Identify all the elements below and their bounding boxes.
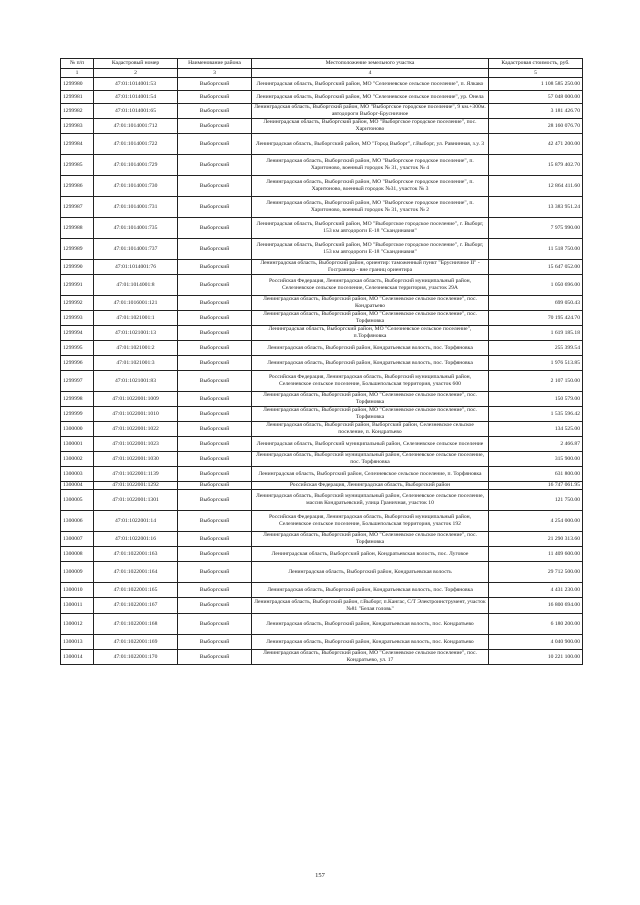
row-number: 1299996 [61, 356, 94, 371]
table-row [61, 311, 583, 326]
row-number: 1299984 [61, 134, 94, 155]
cadastral-number: 47:01:1014001:8 [94, 275, 178, 296]
district-name: Выборгский [178, 547, 252, 562]
cadastral-value: 1 619 185.18 [489, 326, 583, 341]
row-number: 1300002 [61, 452, 94, 467]
table-row [61, 452, 583, 467]
cadastral-number: 47:01:1022001:1009 [94, 392, 178, 407]
district-name: Выборгский [178, 614, 252, 635]
cadastral-value: 6 180 200.00 [489, 614, 583, 635]
district-name: Выборгский [178, 467, 252, 482]
district-name: Выборгский [178, 239, 252, 260]
table-row [61, 583, 583, 598]
cadastral-value: 13 383 951.24 [489, 197, 583, 218]
cadastral-value: 15 647 052.00 [489, 260, 583, 275]
table-row [61, 176, 583, 197]
district-name: Выборгский [178, 311, 252, 326]
cadastral-value: 42 471 200.00 [489, 134, 583, 155]
district-name: Выборгский [178, 78, 252, 91]
district-name: Выборгский [178, 260, 252, 275]
cadastral-value: 1 108 585 250.00 [489, 78, 583, 91]
land-location: Ленинградская область, Выборгский район, ориентир: таможенный пункт "Брусничное II" - Госграница - вне границ ориентира [252, 260, 489, 275]
land-location: Ленинградская область, Выборгский район, МО "Выборгское городское поселение", п. Харитоново, военный городок № 31, участок № 2 [252, 197, 489, 218]
cadastral-value: 21 290 313.60 [489, 532, 583, 547]
cadastral-value: 3 181 426.70 [489, 104, 583, 119]
cadastral-number: 47:01:1022001:169 [94, 635, 178, 650]
cadastral-value: 699 050.43 [489, 296, 583, 311]
cadastral-value: 631 800.00 [489, 467, 583, 482]
table-row [61, 371, 583, 392]
table-row [61, 78, 583, 91]
cadastral-value: 121 750.00 [489, 490, 583, 511]
row-number: 1299993 [61, 311, 94, 326]
cadastral-value: 11 518 750.00 [489, 239, 583, 260]
row-number: 1299995 [61, 341, 94, 356]
table-row [61, 392, 583, 407]
row-number: 1299991 [61, 275, 94, 296]
land-location: Ленинградская область, Выборгский район, Кондратьевская волость, пос. Кондратьево [252, 635, 489, 650]
district-name: Выборгский [178, 275, 252, 296]
cadastral-value: 16 800 694.00 [489, 598, 583, 614]
header-cadastral-value: Кадастровая стоимость, руб. [489, 59, 583, 69]
row-number: 1299994 [61, 326, 94, 341]
land-location: Ленинградская область, Выборгский район, Кондратьевская волость, пос. Торфяновка [252, 356, 489, 371]
cadastral-value: 255 399.54 [489, 341, 583, 356]
land-location: Ленинградская область, Выборгский район, МО "Селезневское сельское поселение", пос. Кондратьево [252, 296, 489, 311]
table-row [61, 598, 583, 614]
row-number: 1299983 [61, 119, 94, 134]
district-name: Выборгский [178, 356, 252, 371]
cadastral-number: 47:01:1022001:163 [94, 547, 178, 562]
cadastral-value: 29 712 500.00 [489, 562, 583, 583]
cadastral-value: 11 409 600.00 [489, 547, 583, 562]
document-page [60, 58, 582, 665]
cadastral-value: 28 160 076.70 [489, 119, 583, 134]
row-number: 1300014 [61, 650, 94, 665]
cadastral-number: 47:01:1021001:2 [94, 341, 178, 356]
district-name: Выборгский [178, 452, 252, 467]
row-number: 1300001 [61, 437, 94, 452]
district-name: Выборгский [178, 532, 252, 547]
table-row [61, 326, 583, 341]
table-row [61, 547, 583, 562]
district-name: Выборгский [178, 490, 252, 511]
land-location: Ленинградская область, Выборгский район, МО "Селезневское сельское поселение", пос. Торфяновка [252, 407, 489, 422]
row-number: 1300000 [61, 422, 94, 437]
district-name: Выборгский [178, 197, 252, 218]
district-name: Выборгский [178, 91, 252, 104]
header-number: № п/п [61, 59, 94, 69]
cadastral-value: 7 975 990.00 [489, 218, 583, 239]
cadastral-number: 47:01:1014001:65 [94, 104, 178, 119]
land-location: Российская Федерация, Ленинградская область, Выборгский муниципальный район, Селезневское сельское поселение, Большепольская территория, участок 600 [252, 371, 489, 392]
table-body [61, 78, 583, 665]
land-location: Ленинградская область, Выборгский муниципальный район, Селезневское сельское поселение [252, 437, 489, 452]
cadastral-value: 315 900.00 [489, 452, 583, 467]
land-location: Ленинградская область, Выборгский район, МО "Город Выборг", г.Выборг, ул. Равнинная, з.у. 3 [252, 134, 489, 155]
district-name: Выборгский [178, 635, 252, 650]
cadastral-number: 47:01:1014001:76 [94, 260, 178, 275]
land-location: Ленинградская область, Выборгский район, МО "Выборгское городское поселение", п. Харитоново, военный городок №31, участок № 3 [252, 176, 489, 197]
cadastral-number: 47:01:1022001:1292 [94, 482, 178, 490]
cadastral-number: 47:01:1014001:54 [94, 91, 178, 104]
district-name: Выборгский [178, 296, 252, 311]
cadastral-value: 134 525.00 [489, 422, 583, 437]
land-location: Ленинградская область, Выборгский район, Кондратьевская волость, пос. Торфяновка [252, 583, 489, 598]
column-number: 1 [61, 69, 94, 78]
land-location: Ленинградская область, Выборгский район, Кондратьевская волость, пос. Луговое [252, 547, 489, 562]
column-number: 2 [94, 69, 178, 78]
district-name: Выборгский [178, 583, 252, 598]
table-row [61, 239, 583, 260]
cadastral-value: 10 221 100.00 [489, 650, 583, 665]
cadastral-value: 1 050 696.00 [489, 275, 583, 296]
cadastral-value: 15 879 402.70 [489, 155, 583, 176]
cadastral-table [60, 58, 583, 665]
row-number: 1299987 [61, 197, 94, 218]
header-row [61, 59, 583, 69]
row-number: 1299986 [61, 176, 94, 197]
land-location: Российская Федерация, Ленинградская область, Выборгский район [252, 482, 489, 490]
land-location: Ленинградская область, Выборгский район, Кондратьевская волость [252, 562, 489, 583]
table-row [61, 437, 583, 452]
table-row [61, 482, 583, 490]
cadastral-number: 47:01:1022001:1022 [94, 422, 178, 437]
cadastral-value: 1 976 513.85 [489, 356, 583, 371]
district-name: Выборгский [178, 562, 252, 583]
table-row [61, 197, 583, 218]
land-location: Ленинградская область, Выборгский район, Кондратьевская волость, пос. Кондратьево [252, 614, 489, 635]
table-row [61, 275, 583, 296]
table-row [61, 104, 583, 119]
table-row [61, 260, 583, 275]
land-location: Ленинградская область, Выборгский район, г.Выборг, п.Кангас, С/Т Электроинструмент, участок №81 "Белая головь" [252, 598, 489, 614]
cadastral-value: 1 535 596.42 [489, 407, 583, 422]
cadastral-number: 47:01:1014001:712 [94, 119, 178, 134]
land-location: Ленинградская область, Выборгский район, Селезневское сельское поселение, п. Торфяновка [252, 467, 489, 482]
land-location: Ленинградская область, Выборгский муниципальный район, Селезневское сельское поселение, массив Кондратьевский, улица Граничная, участок 10 [252, 490, 489, 511]
cadastral-number: 47:01:1022001:167 [94, 598, 178, 614]
land-location: Ленинградская область, Выборгский район, МО "Выборгское городское поселение", 9 км.+300м. автодороги Выборг-Брусничное [252, 104, 489, 119]
cadastral-number: 47:01:1021001:3 [94, 356, 178, 371]
table-row [61, 341, 583, 356]
cadastral-value: 57 048 000.00 [489, 91, 583, 104]
cadastral-value: 4 431 230.00 [489, 583, 583, 598]
cadastral-number: 47:01:1022001:16 [94, 532, 178, 547]
row-number: 1300008 [61, 547, 94, 562]
cadastral-number: 47:01:1014001:729 [94, 155, 178, 176]
land-location: Ленинградская область, Выборгский район, МО "Селезневское сельское поселение", пос. Торфяновка [252, 392, 489, 407]
row-number: 1300006 [61, 511, 94, 532]
column-number: 3 [178, 69, 252, 78]
cadastral-value: 12 864 411.60 [489, 176, 583, 197]
district-name: Выборгский [178, 155, 252, 176]
cadastral-number: 47:01:1022001:1030 [94, 452, 178, 467]
row-number: 1299988 [61, 218, 94, 239]
cadastral-number: 47:01:1022001:14 [94, 511, 178, 532]
district-name: Выборгский [178, 407, 252, 422]
row-number: 1299999 [61, 407, 94, 422]
row-number: 1299989 [61, 239, 94, 260]
land-location: Ленинградская область, Выборгский район, МО "Селезневское сельское поселение", ур. Онела [252, 91, 489, 104]
district-name: Выборгский [178, 134, 252, 155]
row-number: 1299990 [61, 260, 94, 275]
cadastral-number: 47:01:1022001:168 [94, 614, 178, 635]
land-location: Ленинградская область, Выборгский район, МО "Выборгское городское поселение", г. Выборг, 153 км автодороги Е-18 "Скандинавия" [252, 218, 489, 239]
table-row [61, 635, 583, 650]
land-location: Ленинградская область, Выборгский район, МО "Выборгское городское поселение", пос. Харитоново [252, 119, 489, 134]
row-number: 1300013 [61, 635, 94, 650]
table-row [61, 119, 583, 134]
cadastral-number: 47:01:1022001:165 [94, 583, 178, 598]
table-row [61, 155, 583, 176]
header-location: Местоположение земельного участка [252, 59, 489, 69]
district-name: Выборгский [178, 650, 252, 665]
land-location: Ленинградская область, Выборгский район, МО "Выборгское городское поселение", п. Харитоново, военный городок № 31, участок № 4 [252, 155, 489, 176]
table-row [61, 134, 583, 155]
header-cadastral-number: Кадастровый номер [94, 59, 178, 69]
cadastral-number: 47:01:1014001:731 [94, 197, 178, 218]
land-location: Российская Федерация, Ленинградская область, Выборгский муниципальный район, Селезневское сельское поселение, Большепольская территория, участок 192 [252, 511, 489, 532]
table-row [61, 511, 583, 532]
table-row [61, 490, 583, 511]
row-number: 1300004 [61, 482, 94, 490]
cadastral-value: 4 254 000.00 [489, 511, 583, 532]
row-number: 1299998 [61, 392, 94, 407]
cadastral-number: 47:01:1021001:83 [94, 371, 178, 392]
district-name: Выборгский [178, 341, 252, 356]
cadastral-number: 47:01:1022001:170 [94, 650, 178, 665]
row-number: 1300012 [61, 614, 94, 635]
cadastral-number: 47:01:1022001:1301 [94, 490, 178, 511]
row-number: 1299985 [61, 155, 94, 176]
cadastral-number: 47:01:1014001:735 [94, 218, 178, 239]
cadastral-number: 47:01:1022001:1139 [94, 467, 178, 482]
cadastral-number: 47:01:1014001:730 [94, 176, 178, 197]
cadastral-number: 47:01:1014001:722 [94, 134, 178, 155]
row-number: 1299992 [61, 296, 94, 311]
district-name: Выборгский [178, 371, 252, 392]
cadastral-number: 47:01:1014001:737 [94, 239, 178, 260]
land-location: Ленинградская область, Выборгский район, МО "Селезневское сельское поселение", пос. Торфяновка [252, 532, 489, 547]
district-name: Выборгский [178, 511, 252, 532]
district-name: Выборгский [178, 422, 252, 437]
cadastral-value: 16 747 061.95 [489, 482, 583, 490]
row-number: 1300011 [61, 598, 94, 614]
row-number: 1299982 [61, 104, 94, 119]
cadastral-number: 47:01:1014001:53 [94, 78, 178, 91]
table-row [61, 562, 583, 583]
table-row [61, 296, 583, 311]
district-name: Выборгский [178, 482, 252, 490]
district-name: Выборгский [178, 218, 252, 239]
district-name: Выборгский [178, 326, 252, 341]
header-district: Наименование района [178, 59, 252, 69]
column-numbers-row [61, 69, 583, 78]
district-name: Выборгский [178, 392, 252, 407]
row-number: 1299981 [61, 91, 94, 104]
cadastral-value: 4 040 900.00 [489, 635, 583, 650]
land-location: Ленинградская область, Выборгский муниципальный район, Селезневское сельское поселение, пос. Торфяновка [252, 452, 489, 467]
column-number: 5 [489, 69, 583, 78]
district-name: Выборгский [178, 176, 252, 197]
cadastral-number: 47:01:1022001:164 [94, 562, 178, 583]
cadastral-value: 2 466.87 [489, 437, 583, 452]
district-name: Выборгский [178, 598, 252, 614]
row-number: 1299980 [61, 78, 94, 91]
table-row [61, 356, 583, 371]
land-location: Ленинградская область, Выборгский район, МО "Селезневское сельское поселение", пос. Кондратьево, ул. 17 [252, 650, 489, 665]
district-name: Выборгский [178, 437, 252, 452]
table-row [61, 422, 583, 437]
table-row [61, 407, 583, 422]
land-location: Ленинградская область, Выборгский район, Выборгский район, Селезневское сельское поселение, п. Кондратьево [252, 422, 489, 437]
table-row [61, 614, 583, 635]
cadastral-number: 47:01:1022001:1023 [94, 437, 178, 452]
row-number: 1299997 [61, 371, 94, 392]
cadastral-number: 47:01:1021001:1 [94, 311, 178, 326]
table-row [61, 218, 583, 239]
land-location: Ленинградская область, Выборгский район, МО "Выборгское городское поселение", г. Выборг, 153 км автодороги Е-18 "Скандинавия" [252, 239, 489, 260]
land-location: Ленинградская область, Выборгский район, МО "Селезневское сельское поселение", пос. Торфяновка [252, 311, 489, 326]
district-name: Выборгский [178, 104, 252, 119]
row-number: 1300003 [61, 467, 94, 482]
table-row [61, 91, 583, 104]
cadastral-number: 47:01:1022001:1010 [94, 407, 178, 422]
page-number: 157 [315, 872, 325, 879]
cadastral-value: 70 195 424.70 [489, 311, 583, 326]
land-location: Российская Федерация, Ленинградская область, Выборгский муниципальный район, Селезневское сельское поселение, Селезневская территория, участок 29А [252, 275, 489, 296]
table-row [61, 532, 583, 547]
cadastral-value: 2 107 150.00 [489, 371, 583, 392]
land-location: Ленинградская область, Выборгский район, МО "Селезневское сельское поселение", п. Ялкако [252, 78, 489, 91]
row-number: 1300009 [61, 562, 94, 583]
cadastral-number: 47:01:1021001:13 [94, 326, 178, 341]
column-number: 4 [252, 69, 489, 78]
row-number: 1300005 [61, 490, 94, 511]
row-number: 1300010 [61, 583, 94, 598]
row-number: 1300007 [61, 532, 94, 547]
land-location: Ленинградская область, Выборгский район, МО "Селезневское сельское поселение", п.Торфяновка [252, 326, 489, 341]
cadastral-number: 47:01:1016001:121 [94, 296, 178, 311]
cadastral-value: 150 579.00 [489, 392, 583, 407]
land-location: Ленинградская область, Выборгский район, Кондратьевская волость, пос. Торфяновка [252, 341, 489, 356]
table-row [61, 467, 583, 482]
district-name: Выборгский [178, 119, 252, 134]
table-row [61, 650, 583, 665]
